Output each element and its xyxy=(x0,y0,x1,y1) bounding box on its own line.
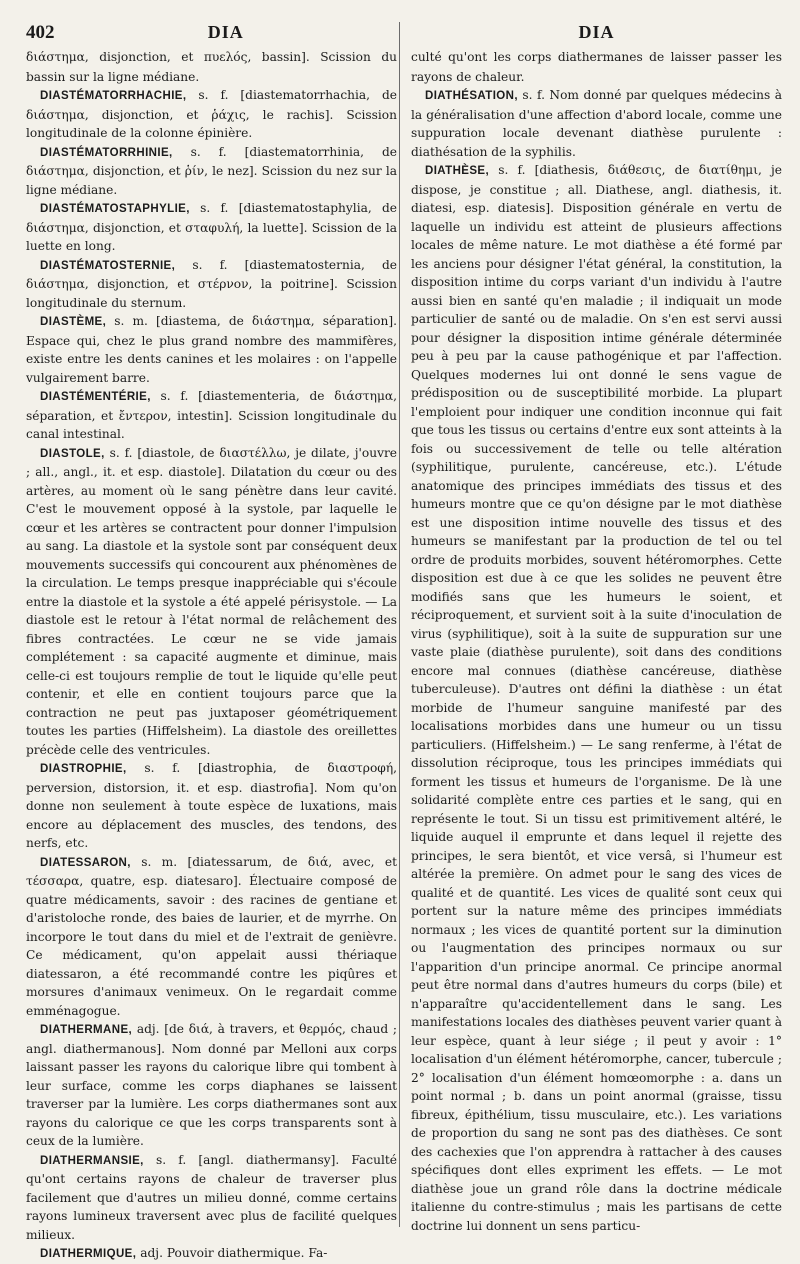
entry-definition: s. f. [diastematostaphylia, de διάστημα, disjonction, et σταφυλή, la luette]. Scission de la luette en long. xyxy=(26,201,397,253)
entry-definition: s. f. [diastematosternia, de διάστημα, disjonction, et στέρνον, la poitrine]. Scission longitudinale du sternum. xyxy=(26,257,397,310)
dictionary-entry xyxy=(26,1020,397,1151)
entry-term: DIASTÉMATOSTERNIE, xyxy=(40,259,176,272)
dictionary-entry xyxy=(411,86,782,161)
entry-term: DIATESSARON, xyxy=(40,856,131,869)
dictionary-entry xyxy=(26,86,397,143)
entry-term: DIASTOLE, xyxy=(40,447,105,460)
dictionary-entry xyxy=(26,1151,397,1245)
entry-definition: s. f. [diastementeria, de διάστημα, séparation, et ἔντερον, intestin]. Scission longitudinale du canal intestinal. xyxy=(26,389,397,441)
entry-definition: s. f. Nom donné par quelques médecins à la généralisation d'une affection d'abord locale, comme une suppuration locale devenant diathèse purulente : diathésation de la syphilis. xyxy=(411,88,782,159)
column-divider xyxy=(399,22,400,1227)
entry-term: DIASTÉMATORRHINIE, xyxy=(40,146,173,159)
entry-definition: culté qu'ont les corps diathermanes de laisser passer les rayons de chaleur. xyxy=(411,50,782,84)
left-column-text xyxy=(26,48,397,1264)
entry-definition: s. f. [diastole, de διαστέλλω, je dilate, j'ouvre ; all., angl., it. et esp. diastole]. Dilatation du cœur ou des artères, au moment où le sang pénètre dans leur cavité. C'est le mouvement opposé à la systole, par laquelle le cœur et les artères se contractent pour donner l'impulsion au sang. La diastole et la systole sont par conséquent deux mouvements successifs qui concourent aux phénomènes de la circulation. Le temps presque inappréciable qui s'écoule entre la diastole et la systole a été appelé périsystole. — La diastole est le retour à l'état normal de relâchement des fibres contractées. Le cœur ne se vide jamais complétement : sa capacité augmente et diminue, mais celle-ci est toujours remplie de tout le liquide qu'elle peut contenir, et elle en contient toujours parce que la contraction ne peut pas juxtaposer géométriquement toutes les parties (Hiffelsheim). La diastole des oreillettes précède celle des ventricules. xyxy=(26,445,397,757)
left-column xyxy=(26,22,397,1264)
dictionary-entry xyxy=(26,48,397,86)
entry-term: DIATHERMANSIE, xyxy=(40,1154,144,1167)
running-head-right: DIA xyxy=(578,22,615,42)
right-column xyxy=(411,22,782,1264)
entry-term: DIATHÉSATION, xyxy=(425,90,518,102)
entry-term: DIASTÉMATORRHACHIE, xyxy=(40,90,187,102)
dictionary-entry xyxy=(26,853,397,1021)
dictionary-entry xyxy=(26,759,397,853)
left-running-head xyxy=(26,22,397,48)
entry-term: DIASTROPHIE, xyxy=(40,763,127,775)
entry-term: DIATHERMIQUE, xyxy=(40,1248,137,1260)
running-head-left: DIA xyxy=(207,22,244,42)
entry-term: DIASTÉMENTÉRIE, xyxy=(40,391,151,403)
dictionary-entry xyxy=(26,387,397,444)
dictionary-entry xyxy=(26,444,397,760)
dictionary-entry xyxy=(26,143,397,200)
dictionary-entry xyxy=(26,1244,397,1264)
dictionary-entry xyxy=(26,312,397,387)
right-running-head xyxy=(411,22,782,48)
dictionary-entry xyxy=(411,161,782,1235)
entry-definition: s. m. [diastema, de διάστημα, séparation]. Espace qui, chez le plus grand nombre des mammifères, existe entre les dents canines et les molaires : on l'appelle vulgairement barre. xyxy=(26,314,397,385)
dictionary-entry xyxy=(411,48,782,86)
dictionary-entry xyxy=(26,199,397,256)
dictionary-entry xyxy=(26,256,397,313)
entry-definition: s. m. [diatessarum, de διά, avec, et τέσσαρα, quatre, esp. diatesaro]. Électuaire composé de quatre médicaments, savoir : des racines de gentiane et d'aristoloche ronde, des baies de laurier, et de myrrhe. On incorpore le tout dans du miel et de l'extrait de genièvre. Ce médicament, qu'on appelait aussi thériaque diatessaron, a été recommandé contre les piqûres et morsures d'animaux venimeux. On le regardait comme emménagogue. xyxy=(26,854,397,1018)
entry-term: DIATHERMANE, xyxy=(40,1024,133,1036)
entry-term: DIATHÈSE, xyxy=(425,165,490,177)
entry-definition: s. f. [diathesis, διάθεσις, de διατίθημι, je dispose, je constitue ; all. Diathese, angl. diathesis, it. diatesi, esp. diatesis]. Disposition générale en vertu de laquelle un individu est atteint de plusieurs affections locales de même nature. Le mot diathèse a été formé par les anciens pour désigner l'état général, la constitution, la disposition intime du corps variant d'un individu à l'autre aussi bien en santé qu'en maladie ; il indiquait un mode particulier de santé ou de maladie. On s'en est servi aussi pour désigner la disposition intime générale déterminée peu à peu par la cause pathogénique et par l'affection. Quelques modernes lui ont donné le sens vague de prédisposition ou de susceptibilité morbide. La plupart l'emploient pour indiquer une condition inconnue qui fait que tous les tissus ou certains d'entre eux sont atteints à la fois ou successivement de telle ou telle altération (syphilitique, purulente, cancéreuse, etc.). L'étude anatomique des principes immédiats des tissus et des humeurs montre que ce qu'on désigne par le mot diathèse est une disposition intime nouvelle des tissus et des humeurs se manifestant par la production de tel ou tel ordre de produits morbides, souvent hétéromorphes. Cette disposition est due à ce que les solides ne peuvent être modifiés sans que les humeurs le soient, et réciproquement, et survient soit à la suite d'inoculation de virus (syphilitique), soit à la suite de suppuration sur une vaste plaie (diathèse purulente), soit dans des conditions encore mal connues (diathèse cancéreuse, diathèse tuberculeuse). D'autres ont défini la diathèse : un état morbide de l'humeur sanguine manifesté par des localisations morbides dans une humeur ou un tissu particuliers. (Hiffelsheim.) — Le sang renferme, à l'état de dissolution réciproque, tous les principes immédiats qui forment les tissus et humeurs de l'organisme. De là une solidarité complète entre ces parties et le sang, qui en représente le tout. Si un tissu est primitivement altéré, le liquide auquel il emprunte et dans lequel il rejette des principes, le sera bientôt, et vice versâ, si l'humeur est altérée la première. On admet pour le sang des vices de qualité et de quantité. Les vices de qualité sont ceux qui portent sur la nature même des principes immédiats normaux ; les vices de quantité portent sur la diminution ou l'augmentation des principes normaux ou sur l'apparition d'un principe anormal. Ce principe anormal peut être normal dans d'autres humeurs du corps (bile) et n'apparaître qu'accidentellement dans le sang. Les manifestations locales des diathèses peuvent varier quant à leur espèce, quant à leur siége ; il peut y avoir : 1° localisation d'un élément hétéromorphe, cancer, tubercule ; 2° localisation d'un élément homœomorphe : a. dans un point normal ; b. dans un point anormal (graisse, tissu fibreux, épithélium, tissu musculaire, etc.). Les variations de proportion du sang ne sont pas des diathèses. Ce sont des cachexies que l'on apprendra à rattacher à des causes spécifiques dont elles expriment les effets. — Le mot diathèse joue un grand rôle dans la doctrine médicale italienne du contre-stimulus ; mais les partisans de cette doctrine lui donnent un sens particu- xyxy=(411,163,782,1233)
entry-definition: s. f. [angl. diathermansy]. Faculté qu'ont certains rayons de chaleur de traverser plus facilement que d'autres un milieu donné, comme certains rayons lumineux traversent avec plus de facilité quelques milieux. xyxy=(26,1152,397,1242)
entry-definition: adj. Pouvoir diathermique. Fa- xyxy=(136,1246,328,1260)
entry-definition: s. f. [diastematorrhachia, de διάστημα, disjonction, et ῥάχις, le rachis]. Scission longitudinale de la colonne épinière. xyxy=(26,88,397,140)
page-number: 402 xyxy=(26,22,55,43)
entry-definition: s. f. [diastrophia, de διαστροφή, perversion, distorsion, it. et esp. diastrofia]. Nom qu'on donne non seulement à toute espèce de luxations, mais encore au déplacement des muscles, des tendons, des nerfs, etc. xyxy=(26,761,397,850)
entry-term: DIASTÈME, xyxy=(40,316,107,328)
entry-definition: adj. [de διά, à travers, et θερμός, chaud ; angl. diathermanous]. Nom donné par Melloni aux corps laissant passer les rayons du calorique libre qui tombent à leur surface, comme les corps diaphanes se laissent traverser par la lumière. Les corps diathermanes sont aux rayons du calorique ce que les corps transparents sont à ceux de la lumière. xyxy=(26,1022,397,1148)
entry-definition: s. f. [diastematorrhinia, de διάστημα, disjonction, et ῥίν, le nez]. Scission du nez sur la ligne médiane. xyxy=(26,144,397,197)
columns xyxy=(26,22,782,1264)
right-column-text xyxy=(411,48,782,1235)
entry-definition: διάστημα, disjonction, et πυελός, bassin]. Scission du bassin sur la ligne médiane. xyxy=(26,50,397,84)
entry-term: DIASTÉMATOSTAPHYLIE, xyxy=(40,203,190,215)
